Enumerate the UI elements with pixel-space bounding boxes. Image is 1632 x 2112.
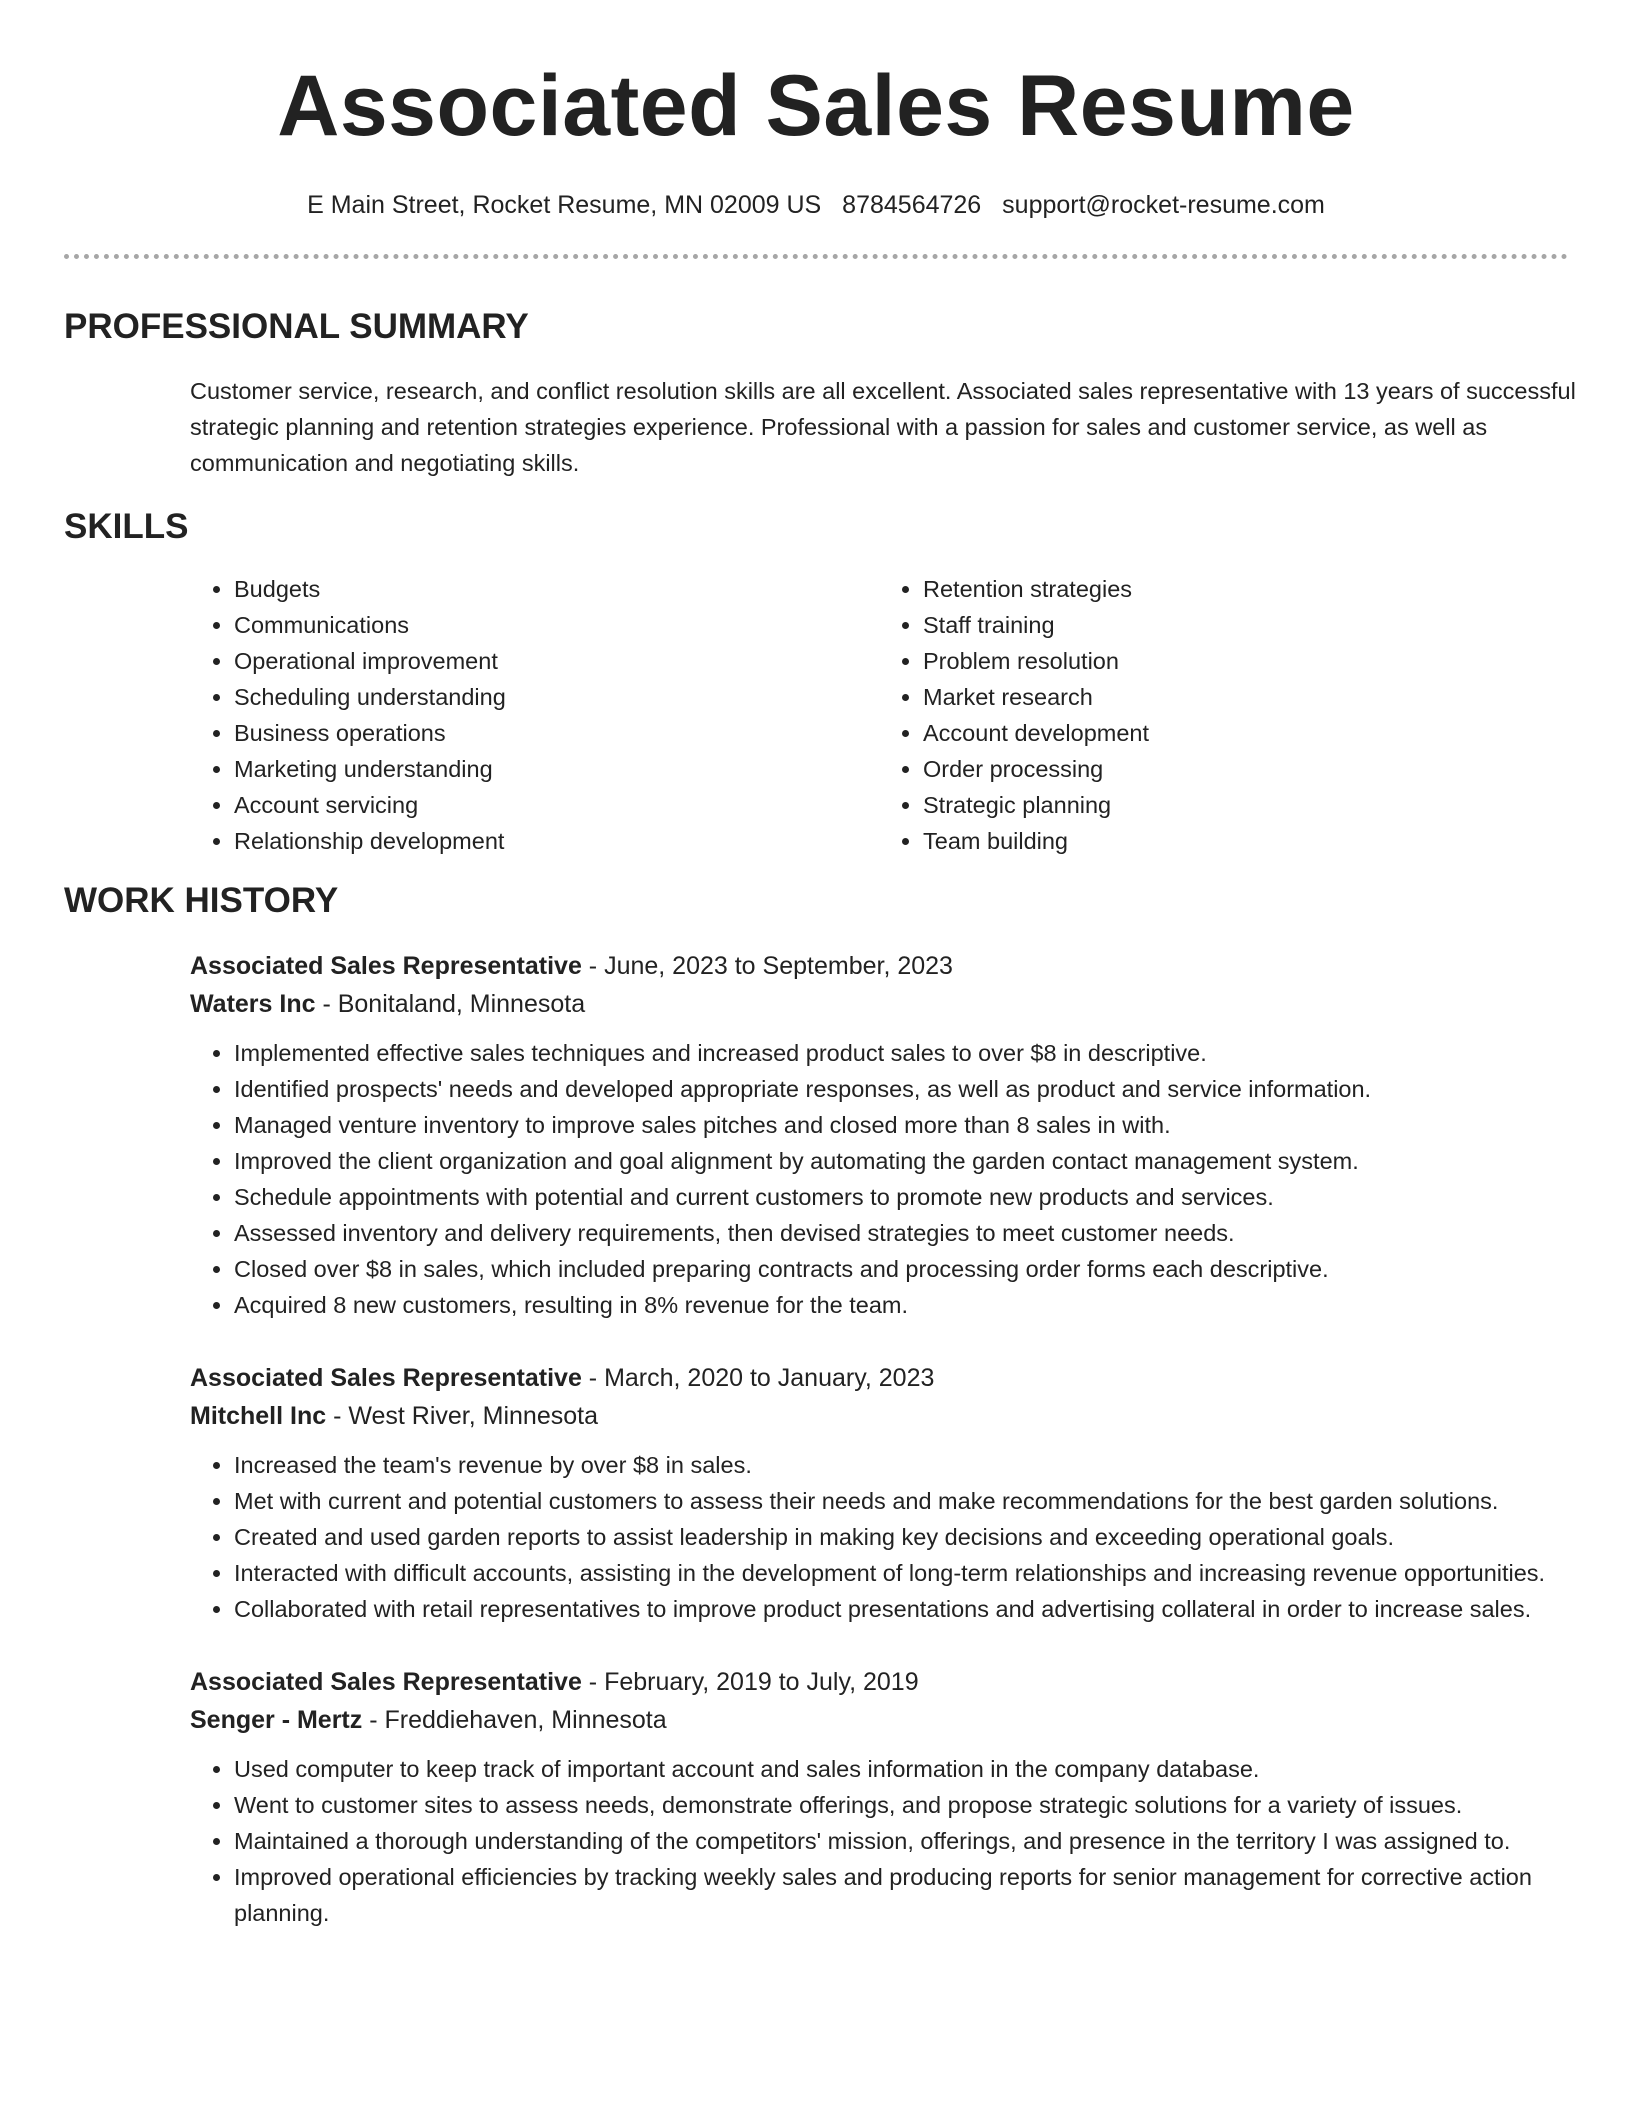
job-bullet: • Closed over $8 in sales, which included preparing contracts and processing order forms each descriptive.: [234, 1251, 1630, 1287]
skill-item: • Relationship development: [234, 823, 879, 859]
job-entry: [190, 1663, 1630, 1931]
company-name: Mitchell Inc: [190, 1402, 327, 1430]
work-history-section: [64, 879, 1568, 1931]
skill-item: • Account servicing: [234, 787, 879, 823]
job-bullet: • Schedule appointments with potential and current customers to promote new products and services.: [234, 1179, 1630, 1215]
company-name: Senger - Mertz: [190, 1706, 363, 1734]
header-divider: [64, 254, 1568, 259]
job-dates: - June, 2023 to September, 2023: [581, 952, 953, 980]
job-bullet: • Improved the client organization and goal alignment by automating the garden contact management system.: [234, 1143, 1630, 1179]
job-entry: [190, 1359, 1630, 1627]
skill-item: • Strategic planning: [923, 787, 1568, 823]
skills-heading: SKILLS: [64, 507, 189, 546]
job-title-line: [190, 947, 1630, 985]
skill-item: • Problem resolution: [923, 643, 1568, 679]
summary-text: Customer service, research, and conflict resolution skills are all excellent. Associated sales representative with 13 years of successful strategic planning and retention strategies experience. Professional with a passion for sales and customer service, as well as communication and negotiating skills.: [190, 378, 1576, 476]
job-bullet: • Went to customer sites to assess needs, demonstrate offerings, and propose strategic solutions for a variety of issues.: [234, 1787, 1630, 1823]
job-bullet: • Implemented effective sales techniques and increased product sales to over $8 in descriptive.: [234, 1035, 1630, 1071]
job-title: Associated Sales Representative: [190, 952, 582, 980]
skills-section: [64, 505, 1568, 859]
job-title: Associated Sales Representative: [190, 1364, 582, 1392]
company-location: - Freddiehaven, Minnesota: [362, 1706, 667, 1734]
job-bullet: • Created and used garden reports to assist leadership in making key decisions and exceeding operational goals.: [234, 1519, 1630, 1555]
skill-item: • Staff training: [923, 607, 1568, 643]
job-title-line: [190, 1359, 1630, 1397]
job-bullet: • Managed venture inventory to improve sales pitches and closed more than 8 sales in with.: [234, 1107, 1630, 1143]
job-bullet: • Assessed inventory and delivery requirements, then devised strategies to meet customer needs.: [234, 1215, 1630, 1251]
job-bullet-list: [190, 1447, 1630, 1627]
summary-section: [64, 305, 1576, 481]
job-bullet: • Improved operational efficiencies by tracking weekly sales and producing reports for senior management for corrective action planning.: [234, 1859, 1630, 1931]
skill-item: • Business operations: [234, 715, 879, 751]
job-bullet: • Identified prospects' needs and developed appropriate responses, as well as product and service information.: [234, 1071, 1630, 1107]
job-bullet: • Interacted with difficult accounts, assisting in the development of long-term relationships and increasing revenue opportunities.: [234, 1555, 1630, 1591]
job-bullet: • Increased the team's revenue by over $8 in sales.: [234, 1447, 1630, 1483]
skill-item: • Team building: [923, 823, 1568, 859]
job-bullet-list: [190, 1751, 1630, 1931]
skills-grid: [190, 571, 1568, 859]
job-dates: - March, 2020 to January, 2023: [581, 1364, 935, 1392]
job-entry: [190, 947, 1630, 1323]
job-bullet: • Met with current and potential customers to assess their needs and make recommendations for the best garden solutions.: [234, 1483, 1630, 1519]
skill-item: • Budgets: [234, 571, 879, 607]
job-company-line: [190, 1701, 1630, 1739]
skills-left-column: [190, 571, 879, 859]
job-bullet: • Used computer to keep track of important account and sales information in the company database.: [234, 1751, 1630, 1787]
skill-item: • Communications: [234, 607, 879, 643]
email-text: support@rocket-resume.com: [1002, 191, 1325, 219]
phone-text: 8784564726: [842, 191, 982, 219]
resume-title: Associated Sales Resume: [277, 58, 1355, 154]
skill-item: • Scheduling understanding: [234, 679, 879, 715]
skill-item: • Marketing understanding: [234, 751, 879, 787]
contact-line: [64, 188, 1568, 222]
job-bullet: • Acquired 8 new customers, resulting in 8% revenue for the team.: [234, 1287, 1630, 1323]
job-dates: - February, 2019 to July, 2019: [581, 1668, 919, 1696]
job-title-line: [190, 1663, 1630, 1701]
company-location: - Bonitaland, Minnesota: [315, 990, 586, 1018]
skill-item: • Operational improvement: [234, 643, 879, 679]
skill-item: • Market research: [923, 679, 1568, 715]
work-history-heading: WORK HISTORY: [64, 881, 339, 920]
skill-item: • Retention strategies: [923, 571, 1568, 607]
job-company-line: [190, 985, 1630, 1023]
address-text: E Main Street, Rocket Resume, MN 02009 US: [307, 191, 822, 219]
skill-item: • Account development: [923, 715, 1568, 751]
job-title: Associated Sales Representative: [190, 1668, 582, 1696]
skill-item: • Order processing: [923, 751, 1568, 787]
company-location: - West River, Minnesota: [326, 1402, 598, 1430]
job-company-line: [190, 1397, 1630, 1435]
company-name: Waters Inc: [190, 990, 316, 1018]
skills-right-column: [879, 571, 1568, 859]
summary-heading: PROFESSIONAL SUMMARY: [64, 307, 529, 346]
job-bullet: • Maintained a thorough understanding of the competitors' mission, offerings, and presence in the territory I was assigned to.: [234, 1823, 1630, 1859]
job-bullet-list: [190, 1035, 1630, 1323]
job-bullet: • Collaborated with retail representatives to improve product presentations and advertising collateral in order to increase sales.: [234, 1591, 1630, 1627]
